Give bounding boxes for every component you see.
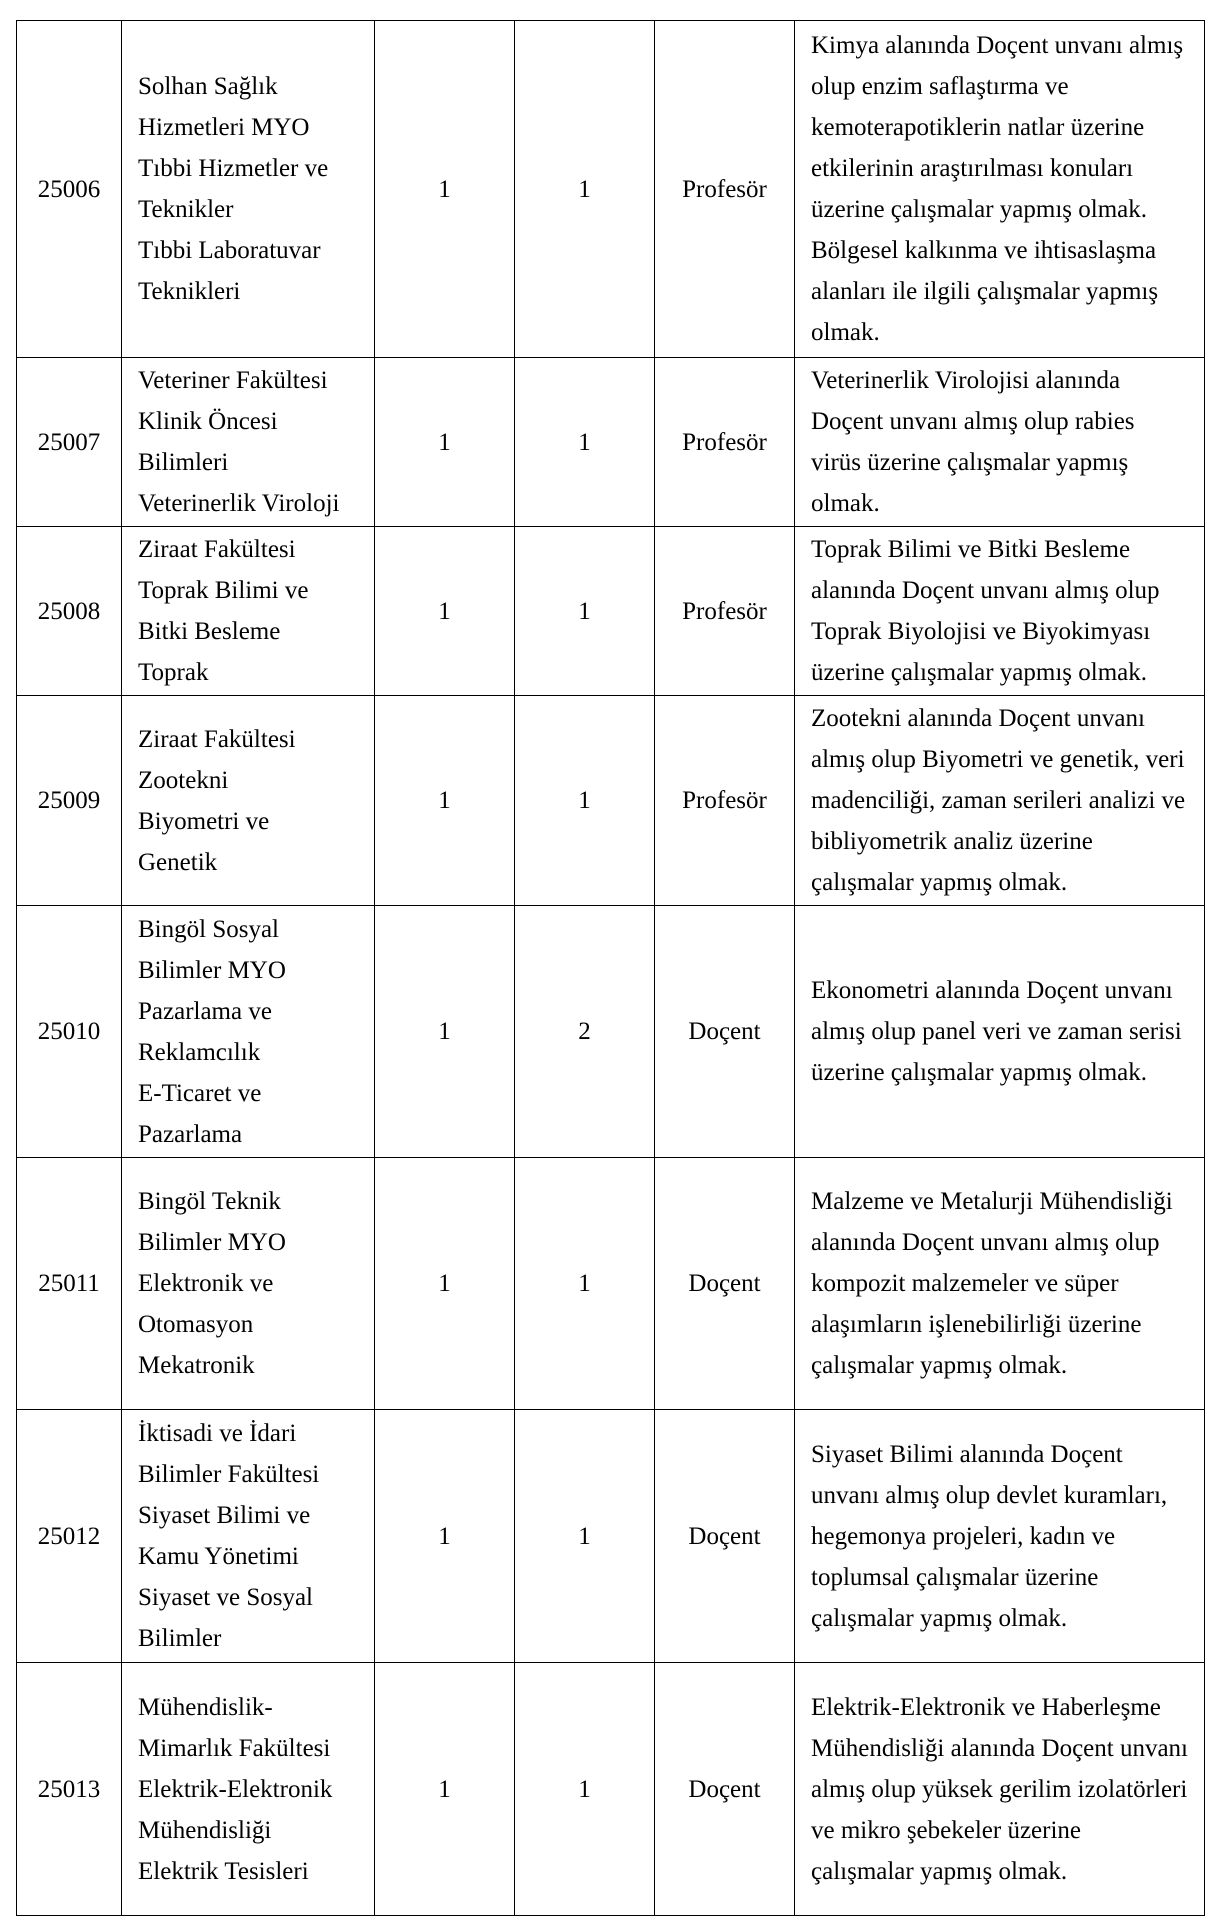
requirement-text: Ekonometri alanında Doçent unvanı almış olup panel veri ve zaman serisi üzerine çalışmalar yapmış olmak. [795,906,1205,1158]
unit-line: Bilimleri [138,449,229,476]
unit-line: Bilimler Fakültesi [138,1461,320,1488]
requirement-text: Elektrik-Elektronik ve Haberleşme Mühendisliği alanında Doçent unvanı almış olup yüksek gerilim izolatörleri ve mikro şebekeler üzerine çalışmalar yapmış olmak. [795,1663,1205,1916]
count-one: 1 [375,1663,515,1916]
count-two: 1 [515,1663,655,1916]
unit-line: Veteriner Fakültesi [138,367,328,394]
position-code: 25009 [17,696,122,906]
unit-line: Pazarlama [138,1120,243,1148]
requirement-text: Veterinerlik Virolojisi alanında Doçent unvanı almış olup rabies virüs üzerine çalışmalar yapmış olmak. [795,358,1205,527]
unit-line: Mimarlık Fakültesi [138,1734,331,1762]
count-two: 2 [515,906,655,1158]
academic-title: Profesör [655,527,795,696]
table-row [17,1158,1205,1410]
count-two: 1 [515,527,655,696]
unit-line: Hizmetleri MYO [138,114,310,141]
academic-title: Doçent [655,1410,795,1663]
position-code: 25006 [17,21,122,358]
academic-title: Profesör [655,21,795,358]
academic-title: Profesör [655,358,795,527]
unit-line: Teknikler [138,196,234,223]
unit-line: Genetik [138,848,218,876]
count-two: 1 [515,21,655,358]
unit-line: Siyaset Bilimi ve [138,1502,311,1529]
unit-cell [122,1663,375,1916]
positions-table [16,20,1205,1916]
academic-title: Doçent [655,1158,795,1410]
position-code: 25007 [17,358,122,527]
unit-cell [122,906,375,1158]
position-code: 25013 [17,1663,122,1916]
unit-cell [122,358,375,527]
unit-line: Toprak Bilimi ve [138,577,309,604]
count-one: 1 [375,21,515,358]
unit-line: Bilimler MYO [138,956,286,984]
requirement-text: Zootekni alanında Doçent unvanı almış olup Biyometri ve genetik, veri madenciliği, zaman serileri analizi ve bibliyometrik analiz üzerine çalışmalar yapmış olmak. [795,696,1205,906]
position-code: 25011 [17,1158,122,1410]
unit-cell [122,1158,375,1410]
academic-title: Profesör [655,696,795,906]
unit-line: Klinik Öncesi [138,408,278,435]
academic-title: Doçent [655,906,795,1158]
unit-line: Mühendislik- [138,1693,273,1721]
unit-line: Ziraat Fakültesi [138,536,296,563]
unit-line: Elektrik-Elektronik [138,1775,333,1803]
unit-line: İktisadi ve İdari [138,1420,297,1447]
table-row [17,527,1205,696]
unit-line: Reklamcılık [138,1038,261,1066]
unit-line: Pazarlama ve [138,997,272,1025]
unit-line: E-Ticaret ve [138,1079,262,1107]
unit-line: Tıbbi Laboratuvar [138,237,321,264]
position-code: 25008 [17,527,122,696]
table-row [17,696,1205,906]
unit-line: Veterinerlik Viroloji [138,490,340,517]
count-one: 1 [375,358,515,527]
unit-line: Toprak [138,659,209,686]
unit-cell [122,1410,375,1663]
unit-line: Mekatronik [138,1352,255,1379]
count-two: 1 [515,696,655,906]
unit-line: Bilimler [138,1625,222,1652]
unit-line: Tıbbi Hizmetler ve [138,155,329,182]
requirement-text: Toprak Bilimi ve Bitki Besleme alanında Doçent unvanı almış olup Toprak Biyolojisi ve Biyokimyası üzerine çalışmalar yapmış olmak. [795,527,1205,696]
unit-line: Solhan Sağlık [138,73,278,100]
unit-cell [122,21,375,358]
unit-line: Mühendisliği [138,1816,272,1844]
unit-line: Kamu Yönetimi [138,1543,299,1570]
table-row [17,906,1205,1158]
unit-cell [122,527,375,696]
table-row [17,358,1205,527]
position-code: 25010 [17,906,122,1158]
unit-line: Elektrik Tesisleri [138,1857,309,1885]
count-one: 1 [375,527,515,696]
unit-line: Bingöl Teknik [138,1188,281,1215]
unit-line: Biyometri ve [138,807,270,835]
requirement-text: Kimya alanında Doçent unvanı almış olup enzim saflaştırma ve kemoterapotiklerin natlar üzerine etkilerinin araştırılması konuları üzerine çalışmalar yapmış olmak. Bölgesel kalkınma ve ihtisaslaşma alanları ile ilgili çalışmalar yapmış olmak. [795,21,1205,358]
count-one: 1 [375,1158,515,1410]
table-row [17,1663,1205,1916]
count-two: 1 [515,1158,655,1410]
unit-line: Ziraat Fakültesi [138,725,296,753]
table-body [17,21,1205,1916]
unit-line: Bingöl Sosyal [138,915,279,943]
unit-line: Teknikleri [138,278,241,305]
table-row [17,1410,1205,1663]
unit-line: Elektronik ve [138,1270,274,1297]
count-two: 1 [515,1410,655,1663]
count-two: 1 [515,358,655,527]
unit-line: Bitki Besleme [138,618,281,645]
count-one: 1 [375,906,515,1158]
unit-line: Siyaset ve Sosyal [138,1584,313,1611]
unit-cell [122,696,375,906]
unit-line: Bilimler MYO [138,1229,286,1256]
unit-line: Otomasyon [138,1311,254,1338]
position-code: 25012 [17,1410,122,1663]
requirement-text: Siyaset Bilimi alanında Doçent unvanı almış olup devlet kuramları, hegemonya projeleri, kadın ve toplumsal çalışmalar üzerine çalışmalar yapmış olmak. [795,1410,1205,1663]
table-row [17,21,1205,358]
requirement-text: Malzeme ve Metalurji Mühendisliği alanında Doçent unvanı almış olup kompozit malzemeler ve süper alaşımların işlenebilirliği üzerine çalışmalar yapmış olmak. [795,1158,1205,1410]
unit-line: Zootekni [138,766,229,794]
academic-title: Doçent [655,1663,795,1916]
count-one: 1 [375,1410,515,1663]
count-one: 1 [375,696,515,906]
